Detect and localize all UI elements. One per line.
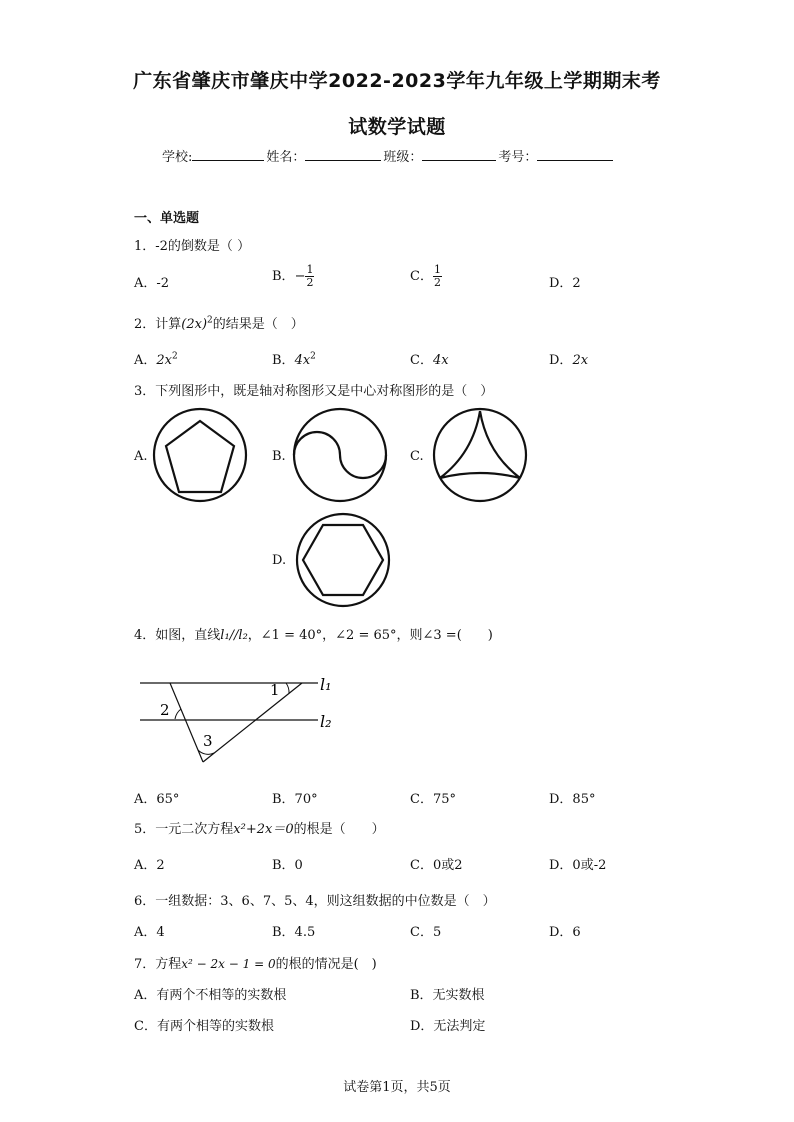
- q1-option-c-prefix: C．: [410, 269, 433, 284]
- q6-option-b[interactable]: B．4.5: [272, 925, 316, 940]
- q3-option-d-label[interactable]: D.: [272, 553, 287, 568]
- q4-stem-lines: l₁//l₂: [220, 628, 248, 643]
- q4-parallel-lines-figure: [140, 670, 370, 770]
- q1-option-d[interactable]: D．2: [549, 276, 581, 291]
- q2-stem-expr: (2x): [181, 317, 208, 332]
- q3-stem: 3．下列图形中，既是轴对称图形又是中心对称图形的是（ ）: [134, 384, 494, 399]
- section-heading: 一、单选题: [134, 211, 200, 226]
- q2-option-c[interactable]: [410, 349, 449, 368]
- q2-option-d-prefix: D．: [549, 353, 573, 368]
- q2-stem: [134, 313, 304, 332]
- q4-stem-pre: 4．如图，直线: [134, 628, 221, 643]
- q5-stem-pre: 5．一元二次方程: [134, 822, 234, 837]
- q2-option-b-exp: 2: [310, 351, 316, 362]
- q7-stem-post: 的根的情况是( ): [275, 957, 377, 972]
- q2-stem-exp: 2: [207, 315, 213, 326]
- q3-option-b-label[interactable]: B.: [272, 449, 286, 464]
- q6-option-a[interactable]: A．4: [134, 925, 165, 940]
- q2-stem-post: 的结果是（ ）: [212, 317, 304, 332]
- q1-option-c-denominator: 2: [433, 276, 441, 289]
- q5-option-c[interactable]: C．0或2: [410, 858, 463, 873]
- q5-stem: [134, 818, 385, 837]
- q3-figure-reuleaux-triangle[interactable]: [432, 408, 532, 508]
- name-field[interactable]: [305, 148, 381, 161]
- q1-option-a[interactable]: A．-2: [134, 276, 170, 291]
- student-info-row: [162, 146, 615, 165]
- q1-option-b[interactable]: [272, 264, 314, 289]
- q3-figure-hexagon-in-circle[interactable]: [295, 513, 395, 613]
- q4-stem-mid: ，∠1 = 40°，∠2 = 65°，则∠3 =: [247, 628, 457, 643]
- q1-option-c-fraction: [433, 264, 442, 289]
- exam-title-line2: 试数学试题: [348, 116, 446, 138]
- q2-option-d-expr: 2x: [572, 353, 589, 368]
- school-label: 学校:: [162, 150, 193, 165]
- q3-option-c-label[interactable]: C.: [410, 449, 424, 464]
- q3-a-pentagon: [166, 421, 234, 492]
- q1-option-c-numerator: 1: [433, 263, 441, 276]
- q4-angle2-arc: [175, 709, 181, 719]
- q4-option-c[interactable]: C．75°: [410, 792, 456, 807]
- q4-angle2-label: 2: [160, 701, 170, 719]
- q4-angle1-arc: [286, 683, 289, 693]
- q3-figure-yinyang-circle[interactable]: [292, 408, 392, 508]
- q1-option-b-denominator: 2: [306, 276, 314, 289]
- q7-stem-expr: x² − 2x − 1 = 0: [181, 957, 276, 971]
- page-footer: 试卷第1页，共5页: [343, 1080, 451, 1095]
- q1-option-c[interactable]: [410, 264, 442, 289]
- exam-title-line1: 广东省肇庆市肇庆中学2022-2023学年九年级上学期期末考: [133, 70, 661, 92]
- q7-option-d[interactable]: D．无法判定: [410, 1019, 486, 1034]
- q3-d-circle: [297, 514, 389, 606]
- q3-c-circle: [434, 409, 526, 501]
- q2-option-c-prefix: C．: [410, 353, 433, 368]
- q7-option-b[interactable]: B．无实数根: [410, 988, 485, 1003]
- school-field[interactable]: [192, 148, 264, 161]
- q5-option-a[interactable]: A．2: [134, 858, 165, 873]
- name-label: 姓名：: [266, 150, 306, 165]
- q5-stem-post: 的根是（ ）: [293, 822, 385, 837]
- q5-stem-expr: x²+2x＝0: [233, 822, 294, 837]
- q5-option-d[interactable]: D．0或-2: [549, 858, 607, 873]
- q4-l2-label: l₂: [320, 712, 332, 731]
- class-field[interactable]: [422, 148, 496, 161]
- q2-option-c-expr: 4x: [432, 353, 449, 368]
- q3-option-a-label[interactable]: A.: [134, 449, 148, 464]
- q7-stem-pre: 7．方程: [134, 957, 182, 972]
- q2-option-b-prefix: B．: [272, 353, 295, 368]
- number-field[interactable]: [537, 148, 613, 161]
- q4-angle3-label: 3: [203, 732, 213, 750]
- q4-option-d[interactable]: D．85°: [549, 792, 596, 807]
- q2-option-b[interactable]: [272, 349, 316, 368]
- q2-option-d[interactable]: [549, 349, 588, 368]
- q6-option-c[interactable]: C．5: [410, 925, 442, 940]
- q3-b-s-curve: [294, 432, 386, 478]
- q4-transversal-right: [203, 683, 302, 762]
- q1-stem: 1．-2的倒数是（ ）: [134, 239, 251, 254]
- q4-angle3-arc: [198, 750, 214, 754]
- q7-stem: [134, 953, 377, 972]
- q6-stem: 6．一组数据：3、6、7、5、4，则这组数据的中位数是（ ）: [134, 894, 496, 909]
- q1-option-b-fraction: [305, 264, 314, 289]
- q4-stem-post: ( ): [456, 628, 493, 643]
- q1-option-b-sign: −: [294, 269, 306, 284]
- q2-stem-pre: 2．计算: [134, 317, 182, 332]
- q4-option-a[interactable]: A．65°: [134, 792, 180, 807]
- q4-stem: [134, 624, 493, 643]
- q3-c-curved-triangle: [440, 411, 520, 478]
- q2-option-a[interactable]: [134, 349, 178, 368]
- q5-option-b[interactable]: B．0: [272, 858, 303, 873]
- q2-option-a-expr: 2x: [156, 353, 172, 368]
- q4-angle1-label: 1: [270, 681, 280, 699]
- q7-option-a[interactable]: A．有两个不相等的实数根: [134, 988, 287, 1003]
- q3-d-hexagon: [303, 525, 383, 595]
- q7-option-c[interactable]: C．有两个相等的实数根: [134, 1019, 274, 1034]
- q2-option-b-expr: 4x: [294, 353, 311, 368]
- q3-figure-pentagon-in-circle[interactable]: [152, 408, 252, 508]
- q1-option-b-prefix: B．: [272, 269, 295, 284]
- q4-l1-label: l₁: [320, 675, 332, 694]
- q1-option-b-numerator: 1: [306, 263, 314, 276]
- number-label: 考号：: [498, 150, 538, 165]
- q2-option-a-exp: 2: [172, 351, 178, 362]
- class-label: 班级：: [383, 150, 423, 165]
- q4-option-b[interactable]: B．70°: [272, 792, 318, 807]
- q2-option-a-prefix: A．: [134, 353, 157, 368]
- q6-option-d[interactable]: D．6: [549, 925, 581, 940]
